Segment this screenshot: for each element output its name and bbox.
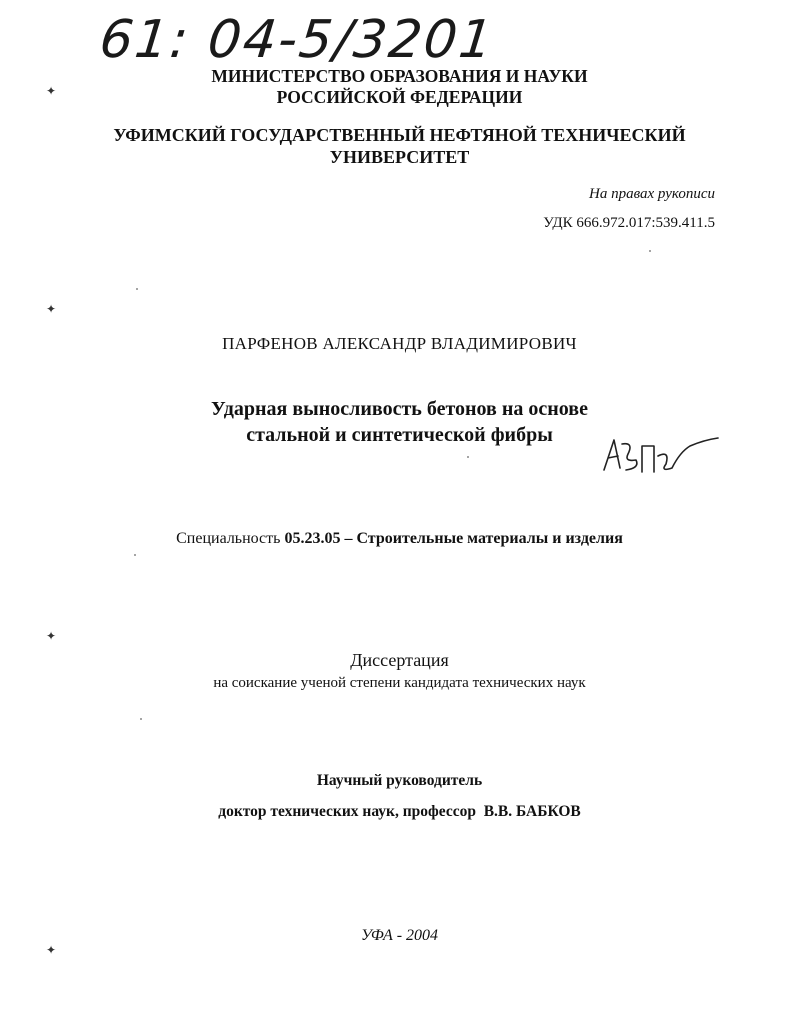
- signature-scribble: [600, 432, 720, 482]
- city-year: УФА - 2004: [360, 927, 439, 944]
- degree-line: на соискание ученой степени кандидата технических наук: [213, 675, 586, 691]
- university-header: [0, 124, 799, 168]
- title-line-2: стальной и синтетической фибры: [246, 424, 553, 446]
- university-line-2: УНИВЕРСИТЕТ: [329, 147, 470, 167]
- scan-dot: [649, 250, 651, 252]
- scan-dot: [136, 288, 138, 290]
- handwritten-archive-code: 61: 04-5/3201: [96, 10, 498, 70]
- scan-dot: [134, 554, 136, 556]
- scan-mark-icon: ✦: [46, 84, 57, 98]
- scan-dot: [140, 718, 142, 720]
- author-name: ПАРФЕНОВ АЛЕКСАНДР ВЛАДИМИРОВИЧ: [222, 334, 577, 353]
- scan-mark-icon: ✦: [46, 302, 57, 316]
- manuscript-rights: На правах рукописи: [589, 186, 715, 202]
- ministry-header: [0, 66, 799, 108]
- specialty-code-name: 05.23.05 – Строительные материалы и изделия: [284, 530, 623, 547]
- scan-dot: [467, 456, 469, 458]
- scan-mark-icon: ✦: [46, 943, 57, 957]
- title-line-1: Ударная выносливость бетонов на основе: [211, 398, 588, 420]
- specialty-line: [0, 530, 799, 548]
- supervisor-name: доктор технических наук, профессор В.В. БАБКОВ: [218, 803, 581, 820]
- university-line-1: УФИМСКИЙ ГОСУДАРСТВЕННЫЙ НЕФТЯНОЙ ТЕХНИЧЕСКИЙ: [113, 125, 686, 145]
- udk-code: УДК 666.972.017:539.411.5: [543, 215, 715, 231]
- dissertation-type: Диссертация: [350, 650, 449, 670]
- ministry-line-1: МИНИСТЕРСТВО ОБРАЗОВАНИЯ И НАУКИ: [211, 66, 588, 86]
- specialty-prefix: Специальность: [176, 530, 285, 547]
- supervisor-label: Научный руководитель: [316, 772, 483, 789]
- ministry-line-2: РОССИЙСКОЙ ФЕДЕРАЦИИ: [276, 87, 523, 107]
- scan-mark-icon: ✦: [46, 629, 57, 643]
